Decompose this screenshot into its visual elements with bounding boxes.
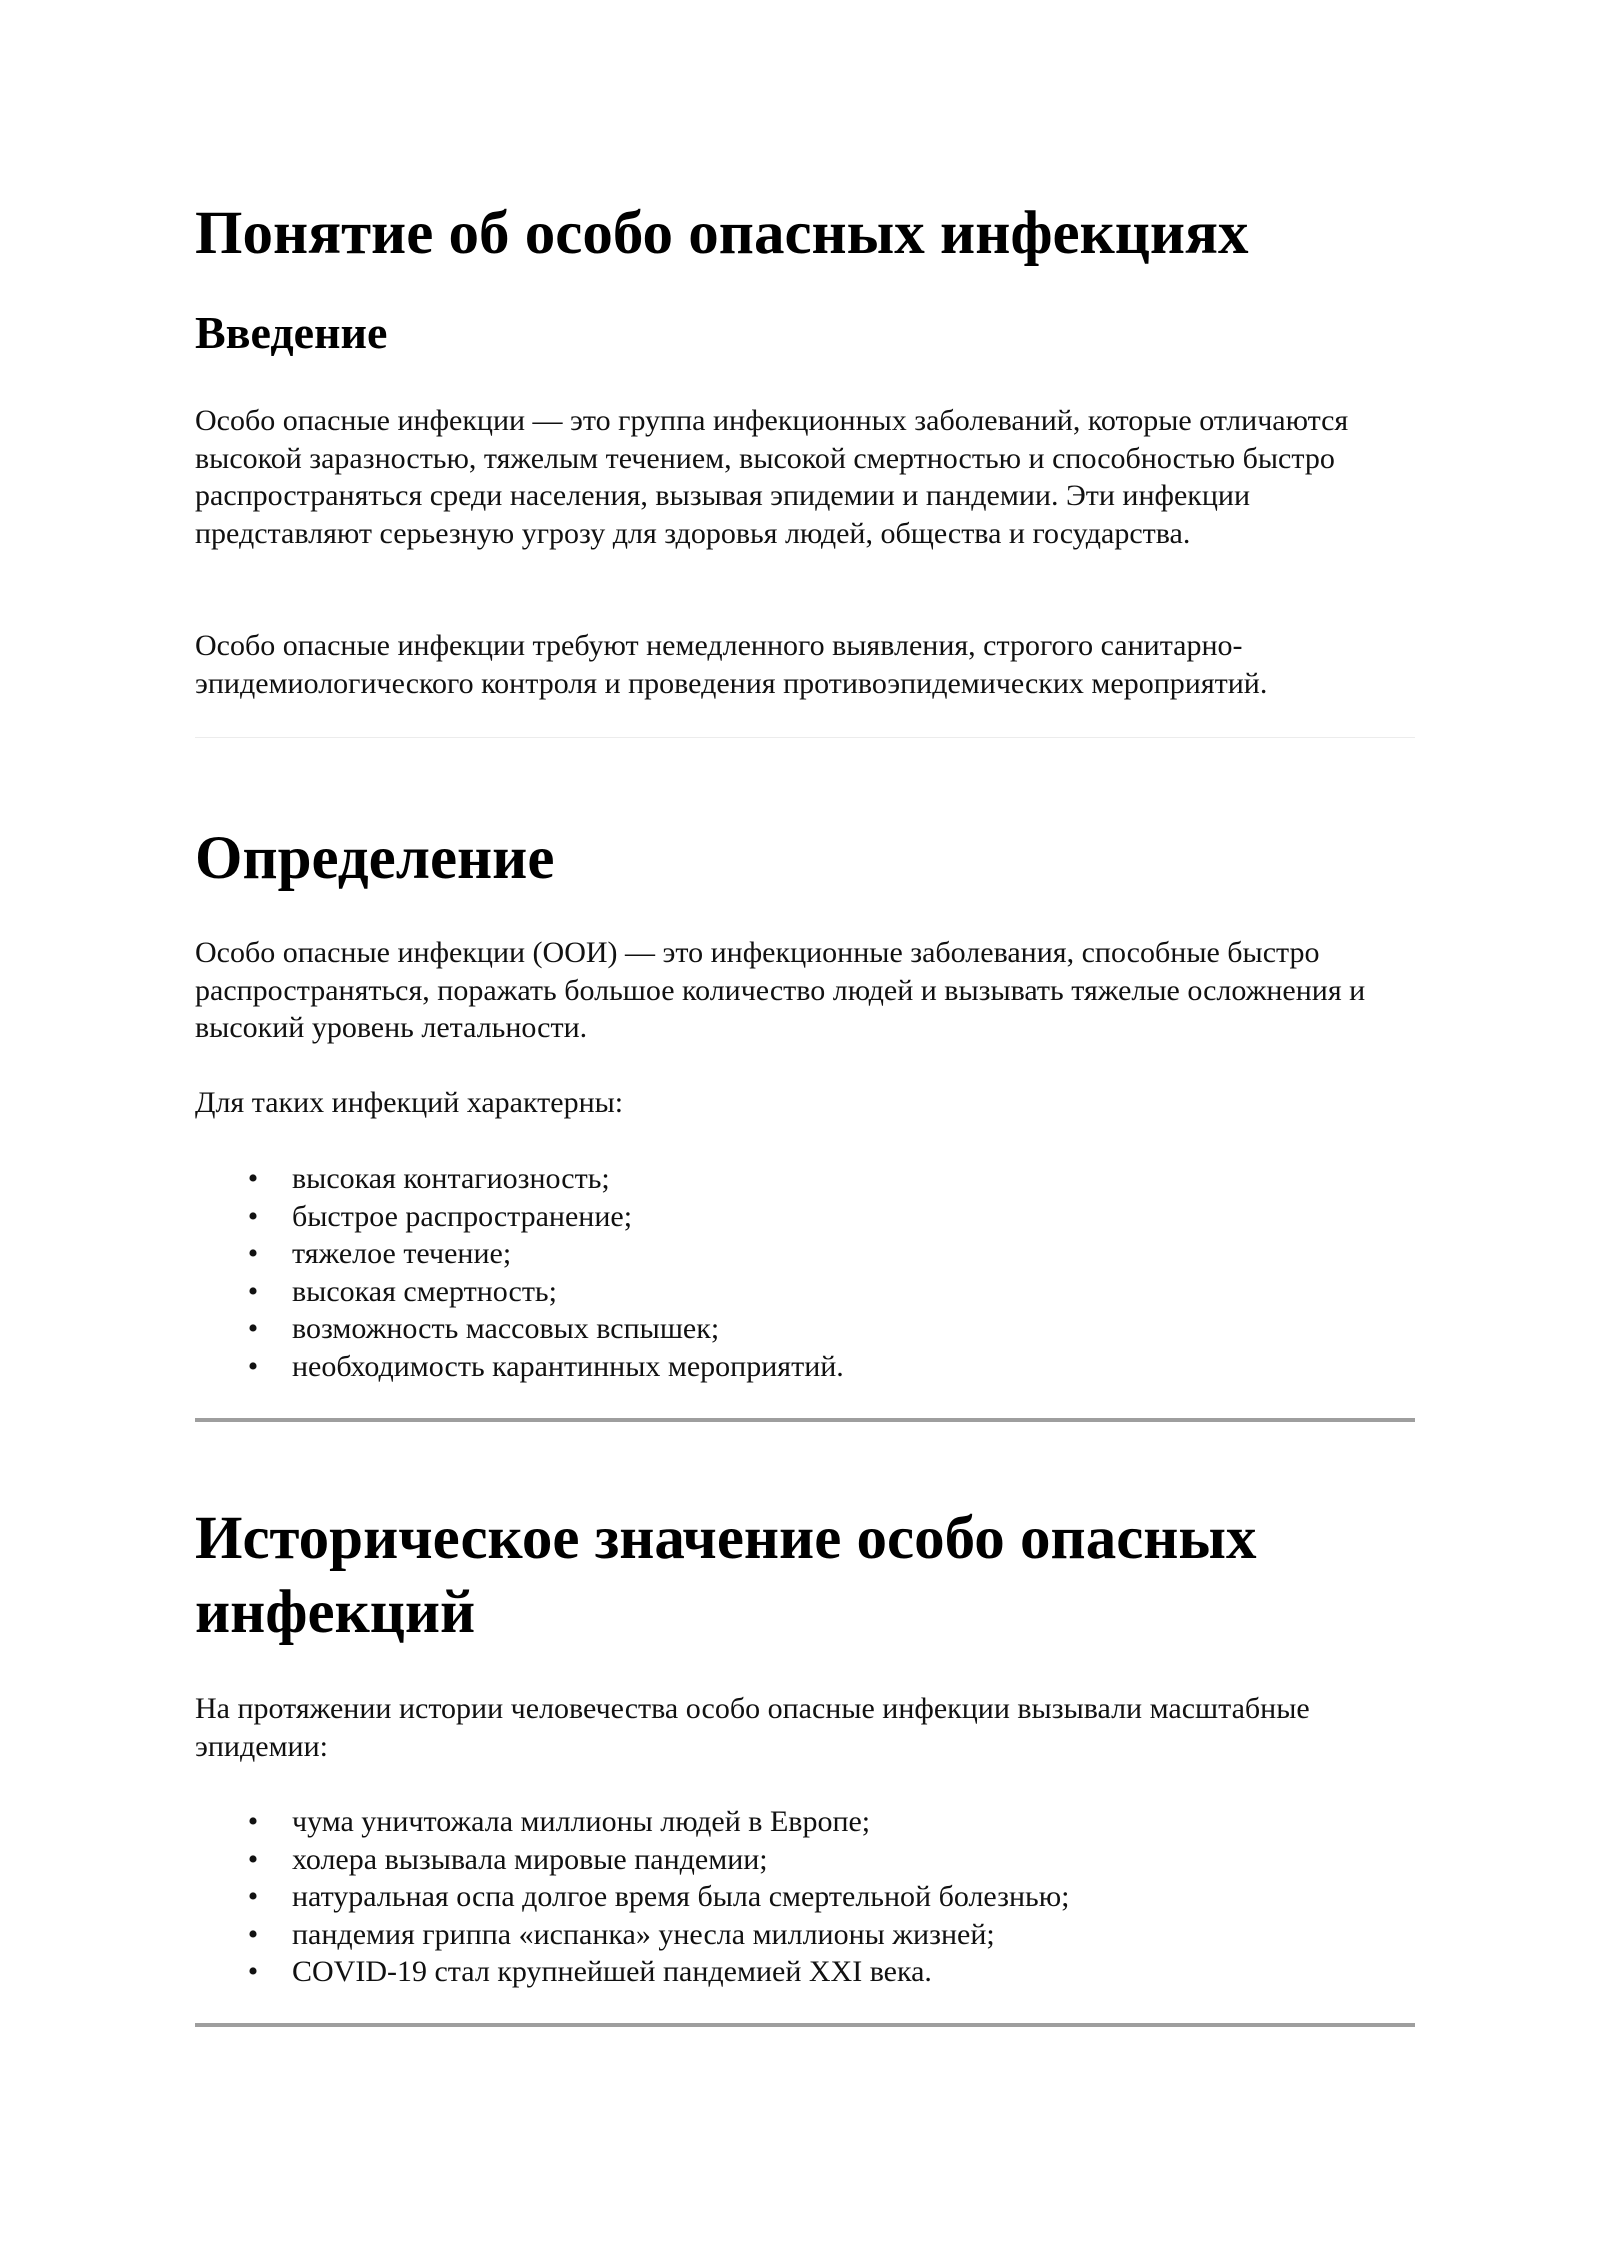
list-item <box>195 1348 1415 1386</box>
list-item-text: холера вызывала мировые пандемии; <box>292 1842 768 1876</box>
list-item <box>195 1198 1415 1236</box>
section-divider <box>195 737 1415 738</box>
list-item <box>195 1841 1415 1879</box>
list-item-text: высокая контагиозность; <box>292 1162 610 1195</box>
section-divider <box>195 1418 1415 1422</box>
bullet-icon: • <box>247 1842 259 1876</box>
list-item-text: высокая смертность; <box>292 1274 557 1308</box>
bullet-icon: • <box>247 1880 259 1913</box>
list-item-text: COVID-19 стал крупнейшей пандемией XXI века. <box>292 1955 932 1988</box>
definition-heading: Определение <box>195 825 555 892</box>
list-item-text: тяжелое течение; <box>292 1237 512 1270</box>
definition-paragraph: Особо опасные инфекции (ООИ) — это инфекционные заболевания, способные быстро распространяться, поражать большое количество людей и вызывать тяжелые осложнения и высокий уровень летальности. <box>195 936 1366 1044</box>
bullet-icon: • <box>247 1312 259 1345</box>
list-item <box>195 1310 1415 1348</box>
bullet-icon: • <box>247 1237 259 1270</box>
bullet-icon: • <box>247 1805 259 1838</box>
section-divider <box>195 2023 1415 2027</box>
list-item <box>195 1878 1415 1916</box>
list-item <box>195 1160 1415 1198</box>
epidemics-list <box>195 1803 1415 1991</box>
list-item-text: возможность массовых вспышек; <box>292 1312 720 1345</box>
list-item <box>195 1803 1415 1841</box>
bullet-icon: • <box>247 1349 259 1383</box>
list-item <box>195 1235 1415 1273</box>
intro-heading: Введение <box>195 307 388 358</box>
list-item-text: необходимость карантинных мероприятий. <box>292 1349 844 1383</box>
bullet-icon: • <box>247 1199 259 1233</box>
page-title: Понятие об особо опасных инфекциях <box>195 200 1249 267</box>
history-heading: Историческое значение особо опасных инфекций <box>195 1505 1257 1646</box>
list-item <box>195 1273 1415 1311</box>
list-item <box>195 1953 1415 1991</box>
intro-paragraph: Особо опасные инфекции — это группа инфекционных заболеваний, которые отличаются высокой заразностью, тяжелым течением, высокой смертностью и способностью быстро распространяться среди населения, вызывая эпидемии и пандемии. Эти инфекции представляют серьезную угрозу для здоровья людей, общества и государства. <box>195 404 1349 550</box>
list-item <box>195 1916 1415 1954</box>
intro-paragraph: Особо опасные инфекции требуют немедленного выявления, строгого санитарно-эпидемиологического контроля и проведения противоэпидемических мероприятий. <box>195 629 1268 700</box>
list-item-text: чума уничтожала миллионы людей в Европе; <box>292 1805 871 1838</box>
history-paragraph: На протяжении истории человечества особо опасные инфекции вызывали масштабные эпидемии: <box>195 1692 1310 1763</box>
list-item-text: быстрое распространение; <box>292 1199 633 1233</box>
definition-lead-in: Для таких инфекций характерны: <box>195 1086 624 1119</box>
list-item-text: пандемия гриппа «испанка» унесла миллионы жизней; <box>292 1917 995 1951</box>
list-item-text: натуральная оспа долгое время была смертельной болезнью; <box>292 1880 1070 1913</box>
bullet-icon: • <box>247 1955 259 1988</box>
characteristics-list <box>195 1160 1415 1385</box>
bullet-icon: • <box>247 1917 259 1951</box>
bullet-icon: • <box>247 1274 259 1308</box>
bullet-icon: • <box>247 1162 259 1195</box>
